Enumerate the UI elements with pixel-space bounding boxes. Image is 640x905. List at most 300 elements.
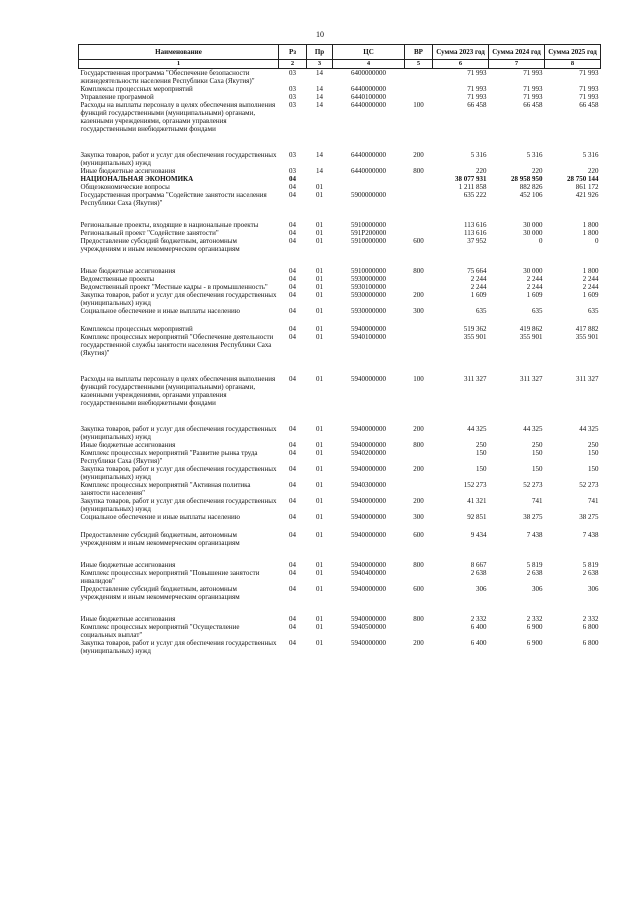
header-vr: ВР: [405, 45, 433, 60]
cell-sum-2023: 44 325: [467, 425, 487, 433]
cell-sum-2025: 417 882: [575, 325, 599, 333]
cell-rz: 04: [289, 175, 296, 183]
cell-vr: 100: [413, 375, 424, 383]
cell-name: Расходы на выплаты персоналу в целях обеспечения выполнения функций государственными (муниципальными) органами, казенными учреждениями, органами управления государственными внебюджетными фондами: [80, 101, 276, 133]
cell-cs: 5940000000: [351, 639, 386, 647]
table-row: [79, 101, 601, 151]
table-row: [79, 151, 601, 167]
cell-sum-2024: 355 901: [519, 333, 543, 341]
cell-vr: [405, 275, 433, 283]
cell-cs: 6440000000: [351, 151, 386, 159]
cell-pr: 01: [316, 283, 323, 291]
cell-sum-2024: 30 000: [523, 267, 543, 275]
header-sum-2024: Сумма 2024 год: [489, 45, 545, 60]
cell-vr: 200: [413, 291, 424, 299]
cell-sum-2024: 2 244: [526, 283, 543, 291]
table-row: [79, 531, 601, 561]
cell-cs: 5940400000: [351, 569, 386, 577]
cell-pr: 01: [316, 221, 323, 229]
cell-sum-2025: 52 273: [579, 481, 599, 489]
cell-sum-2024: 71 993: [523, 93, 543, 101]
cell-sum-2024: 741: [532, 497, 543, 505]
cell-rz: 04: [289, 441, 296, 449]
cell-sum-2025: 66 458: [579, 101, 599, 109]
cell-sum-2025: 6 800: [582, 623, 599, 631]
column-index: 4: [333, 60, 405, 69]
cell-sum-2024: 6 900: [526, 639, 543, 647]
cell-name: Предоставление субсидий бюджетным, автономным учреждениям и иным некоммерческим организациям: [80, 531, 240, 547]
cell-vr: [405, 183, 433, 191]
cell-vr: 600: [413, 237, 424, 245]
cell-sum-2025: 2 638: [582, 569, 599, 577]
table-row: [79, 375, 601, 425]
cell-rz: 03: [289, 101, 296, 109]
cell-name: Комплекс процессных мероприятий "Осуществление социальных выплат": [80, 623, 240, 639]
cell-pr: 14: [316, 69, 323, 77]
cell-sum-2024: 306: [532, 585, 543, 593]
cell-vr: [405, 85, 433, 93]
cell-cs: 5940000000: [351, 465, 386, 473]
cell-sum-2024: 882 826: [519, 183, 543, 191]
cell-sum-2024: 220: [532, 167, 543, 175]
cell-sum-2025: 2 244: [582, 275, 599, 283]
cell-rz: 04: [289, 449, 296, 457]
cell-vr: 800: [413, 561, 424, 569]
cell-pr: 01: [316, 449, 323, 457]
cell-pr: 01: [316, 585, 323, 593]
cell-sum-2023: 306: [476, 585, 487, 593]
cell-sum-2024: 5 819: [526, 561, 543, 569]
cell-rz: 03: [289, 93, 296, 101]
cell-vr: 200: [413, 497, 424, 505]
cell-name: Комплексы процессных мероприятий: [80, 325, 193, 333]
cell-sum-2023: 41 321: [467, 497, 487, 505]
table-row: [79, 283, 601, 291]
cell-cs: 5940200000: [351, 449, 386, 457]
cell-cs: 5930100000: [351, 283, 386, 291]
cell-sum-2023: 2 332: [470, 615, 487, 623]
cell-name: Предоставление субсидий бюджетным, автономным учреждениям и иным некоммерческим организациям: [80, 585, 240, 601]
cell-sum-2023: 250: [476, 441, 487, 449]
table-row: [79, 85, 601, 93]
table-row: [79, 497, 601, 513]
cell-sum-2023: 2 638: [470, 569, 487, 577]
cell-sum-2024: 5 316: [526, 151, 543, 159]
cell-rz: 04: [289, 291, 296, 299]
cell-rz: 04: [289, 623, 296, 631]
header-sum-2025: Сумма 2025 год: [545, 45, 601, 60]
cell-sum-2023: 8 667: [470, 561, 487, 569]
cell-pr: 01: [316, 275, 323, 283]
column-index: 1: [79, 60, 279, 69]
cell-name: Общеэкономические вопросы: [80, 183, 170, 191]
cell-rz: 04: [289, 221, 296, 229]
cell-cs: 5910000000: [351, 221, 386, 229]
cell-rz: 04: [289, 639, 296, 647]
cell-name: Комплекс процессных мероприятий "Обеспечение деятельности государственной службы занятости населения Республики Саха (Якутия)": [80, 333, 274, 357]
cell-sum-2024: 30 000: [523, 221, 543, 229]
cell-name: Закупка товаров, работ и услуг для обеспечения государственных (муниципальных) нужд: [80, 497, 277, 513]
cell-cs: 5940000000: [351, 375, 386, 383]
cell-pr: 01: [316, 623, 323, 631]
cell-vr: 800: [413, 167, 424, 175]
cell-name: Закупка товаров, работ и услуг для обеспечения государственных (муниципальных) нужд: [80, 425, 277, 441]
cell-sum-2025: 421 926: [575, 191, 599, 199]
cell-cs: 6440100000: [351, 93, 386, 101]
table-row: [79, 465, 601, 481]
cell-cs: 5930000000: [351, 275, 386, 283]
cell-name: Региональные проекты, входящие в национальные проекты: [80, 221, 259, 229]
cell-sum-2023: 71 993: [467, 69, 487, 77]
cell-sum-2025: 7 438: [582, 531, 599, 539]
cell-sum-2023: 635: [476, 307, 487, 315]
cell-sum-2025: 306: [588, 585, 599, 593]
cell-vr: 300: [413, 307, 424, 315]
table-row: [79, 569, 601, 585]
cell-sum-2023: 519 362: [463, 325, 487, 333]
cell-pr: 01: [316, 561, 323, 569]
cell-pr: 01: [316, 237, 323, 245]
cell-cs: 5930000000: [351, 307, 386, 315]
cell-name: Комплекс процессных мероприятий "Активная политика занятости населения": [80, 481, 251, 497]
cell-sum-2025: 1 609: [582, 291, 599, 299]
cell-vr: [405, 283, 433, 291]
table-row: [79, 237, 601, 267]
cell-vr: 600: [413, 585, 424, 593]
column-index: 6: [433, 60, 489, 69]
cell-sum-2024: 311 327: [520, 375, 543, 383]
cell-sum-2024: 2 244: [526, 275, 543, 283]
cell-cs: 5940000000: [351, 425, 386, 433]
cell-name: Управление программой: [80, 93, 154, 101]
table-row: [79, 291, 601, 307]
cell-sum-2025: 1 800: [582, 229, 599, 237]
table-row: [79, 623, 601, 639]
cell-sum-2024: 452 106: [519, 191, 543, 199]
cell-pr: 01: [316, 497, 323, 505]
cell-pr: 01: [316, 333, 323, 341]
cell-sum-2025: 741: [588, 497, 599, 505]
cell-pr: 01: [316, 229, 323, 237]
cell-sum-2023: 66 458: [467, 101, 487, 109]
cell-rz: 04: [289, 275, 296, 283]
cell-sum-2024: 419 862: [519, 325, 543, 333]
cell-sum-2023: 6 400: [470, 623, 487, 631]
cell-rz: 04: [289, 569, 296, 577]
cell-cs: 6440000000: [351, 167, 386, 175]
cell-sum-2023: 150: [476, 449, 487, 457]
cell-sum-2023: 92 851: [467, 513, 487, 521]
cell-pr: 01: [316, 191, 323, 199]
cell-sum-2024: 6 900: [526, 623, 543, 631]
cell-sum-2023: 1 211 858: [458, 183, 487, 191]
cell-cs: 5940000000: [351, 497, 386, 505]
cell-rz: 04: [289, 497, 296, 505]
cell-sum-2024: 71 993: [523, 85, 543, 93]
cell-name: НАЦИОНАЛЬНАЯ ЭКОНОМИКА: [80, 175, 194, 183]
cell-cs: 5940000000: [351, 441, 386, 449]
cell-vr: 200: [413, 639, 424, 647]
cell-vr: 600: [413, 531, 424, 539]
cell-pr: 14: [316, 167, 323, 175]
table-row: [79, 191, 601, 221]
cell-sum-2025: 44 325: [579, 425, 599, 433]
cell-rz: 04: [289, 481, 296, 489]
cell-name: Закупка товаров, работ и услуг для обеспечения государственных (муниципальных) нужд: [80, 151, 277, 167]
cell-sum-2023: 2 244: [470, 283, 487, 291]
cell-rz: 04: [289, 283, 296, 291]
cell-vr: [405, 569, 433, 585]
cell-vr: [405, 69, 433, 86]
cell-sum-2023: 113 616: [464, 229, 487, 237]
header-pr: Пр: [307, 45, 333, 60]
cell-rz: 04: [289, 237, 296, 245]
header-cs: ЦС: [333, 45, 405, 60]
cell-sum-2024: 28 958 950: [511, 175, 543, 183]
cell-pr: 14: [316, 85, 323, 93]
cell-sum-2024: 150: [532, 449, 543, 457]
cell-rz: 04: [289, 183, 296, 191]
cell-cs: 6440000000: [351, 101, 386, 109]
cell-pr: 01: [316, 291, 323, 299]
cell-rz: 03: [289, 167, 296, 175]
table-row: [79, 561, 601, 569]
cell-name: Иные бюджетные ассигнования: [80, 167, 176, 175]
cell-sum-2023: 355 901: [463, 333, 487, 341]
cell-sum-2025: 150: [588, 465, 599, 473]
table-row: [79, 585, 601, 615]
cell-rz: 04: [289, 615, 296, 623]
table-row: [79, 615, 601, 623]
table-row: [79, 175, 601, 183]
cell-cs: 5940000000: [351, 325, 386, 333]
cell-pr: 01: [316, 375, 323, 383]
cell-sum-2025: 71 993: [579, 69, 599, 77]
cell-pr: 01: [316, 441, 323, 449]
cell-name: Комплексы процессных мероприятий: [80, 85, 193, 93]
cell-vr: 800: [413, 267, 424, 275]
cell-sum-2023: 37 952: [467, 237, 487, 245]
column-index: 3: [307, 60, 333, 69]
cell-sum-2025: 71 993: [579, 85, 599, 93]
table-row: [79, 183, 601, 191]
cell-sum-2023: 113 616: [464, 221, 487, 229]
cell-sum-2025: 2 332: [582, 615, 599, 623]
cell-sum-2025: 635: [588, 307, 599, 315]
table-row: [79, 69, 601, 86]
cell-sum-2025: 311 327: [576, 375, 599, 383]
cell-sum-2025: 220: [588, 167, 599, 175]
cell-pr: [307, 175, 333, 183]
cell-name: Закупка товаров, работ и услуг для обеспечения государственных (муниципальных) нужд: [80, 639, 277, 655]
cell-vr: 200: [413, 151, 424, 159]
cell-name: Государственная программа "Обеспечение безопасности жизнедеятельности населения Республики Саха (Якутия)": [80, 69, 255, 85]
cell-vr: 300: [413, 513, 424, 521]
cell-sum-2023: 1 609: [470, 291, 487, 299]
cell-name: Иные бюджетные ассигнования: [80, 615, 176, 623]
header-rz: Рз: [279, 45, 307, 60]
cell-vr: [405, 221, 433, 229]
cell-cs: [333, 175, 405, 183]
header-name: Наименование: [79, 45, 279, 60]
cell-pr: 14: [316, 151, 323, 159]
cell-vr: [405, 623, 433, 639]
cell-pr: 01: [316, 183, 323, 191]
cell-sum-2025: 150: [588, 449, 599, 457]
cell-pr: 01: [316, 639, 323, 647]
table-row: [79, 221, 601, 229]
cell-sum-2024: 44 325: [523, 425, 543, 433]
cell-rz: 04: [289, 191, 296, 199]
cell-sum-2023: 150: [476, 465, 487, 473]
cell-sum-2024: 2 332: [526, 615, 543, 623]
cell-sum-2024: 30 000: [523, 229, 543, 237]
cell-sum-2024: 1 609: [526, 291, 543, 299]
cell-pr: 01: [316, 465, 323, 473]
cell-rz: 03: [289, 85, 296, 93]
cell-sum-2024: 66 458: [523, 101, 543, 109]
table-row: [79, 639, 601, 655]
cell-name: Предоставление субсидий бюджетным, автономным учреждениям и иным некоммерческим организациям: [80, 237, 240, 253]
table-row: [79, 93, 601, 101]
cell-sum-2023: 6 400: [470, 639, 487, 647]
cell-rz: 04: [289, 561, 296, 569]
cell-cs: 6440000000: [351, 85, 386, 93]
cell-sum-2025: 1 800: [582, 267, 599, 275]
cell-cs: 6400000000: [351, 69, 386, 77]
cell-sum-2025: 1 800: [582, 221, 599, 229]
cell-name: Ведомственные проекты: [80, 275, 155, 283]
cell-sum-2024: 7 438: [526, 531, 543, 539]
cell-sum-2025: 28 750 144: [567, 175, 599, 183]
cell-sum-2024: 150: [532, 465, 543, 473]
cell-rz: 03: [289, 69, 296, 77]
cell-vr: 800: [413, 615, 424, 623]
cell-cs: 5910000000: [351, 267, 386, 275]
cell-sum-2024: 38 275: [523, 513, 543, 521]
header-sum-2023: Сумма 2023 год: [433, 45, 489, 60]
cell-rz: 04: [289, 513, 296, 521]
cell-vr: [405, 229, 433, 237]
cell-cs: 5940000000: [351, 561, 386, 569]
cell-vr: 800: [413, 441, 424, 449]
cell-pr: 14: [316, 101, 323, 109]
cell-sum-2025: 5 316: [582, 151, 599, 159]
table-row: [79, 441, 601, 449]
cell-pr: 14: [316, 93, 323, 101]
cell-sum-2025: 355 901: [575, 333, 599, 341]
cell-sum-2023: 38 077 931: [455, 175, 487, 183]
table-row: [79, 481, 601, 497]
cell-name: Региональный проект "Содействие занятости": [80, 229, 219, 237]
cell-sum-2024: 250: [532, 441, 543, 449]
cell-name: Иные бюджетные ассигнования: [80, 561, 176, 569]
cell-cs: 5940300000: [351, 481, 386, 489]
cell-vr: [405, 175, 433, 183]
cell-rz: 04: [289, 307, 296, 315]
column-index: 8: [545, 60, 601, 69]
cell-pr: 01: [316, 531, 323, 539]
cell-name: Социальное обеспечение и иные выплаты населению: [80, 513, 240, 521]
cell-pr: 01: [316, 425, 323, 433]
cell-pr: 01: [316, 325, 323, 333]
cell-name: Государственная программа "Содействие занятости населения Республики Саха (Якутия)": [80, 191, 267, 207]
cell-pr: 01: [316, 615, 323, 623]
cell-name: Расходы на выплаты персоналу в целях обеспечения выполнения функций государственными (муниципальными) органами, казенными учреждениями, органами управления государственными внебюджетными фондами: [80, 375, 276, 407]
cell-cs: 5930000000: [351, 291, 386, 299]
cell-name: Закупка товаров, работ и услуг для обеспечения государственных (муниципальных) нужд: [80, 291, 277, 307]
cell-rz: 04: [289, 267, 296, 275]
column-index: 7: [489, 60, 545, 69]
cell-sum-2025: 5 819: [582, 561, 599, 569]
cell-sum-2023: 71 993: [467, 85, 487, 93]
cell-name: Иные бюджетные ассигнования: [80, 441, 176, 449]
cell-vr: 200: [413, 465, 424, 473]
cell-name: Социальное обеспечение и иные выплаты населению: [80, 307, 240, 315]
cell-rz: 04: [289, 531, 296, 539]
cell-vr: [405, 333, 433, 375]
cell-sum-2023: 311 327: [464, 375, 487, 383]
cell-pr: 01: [316, 569, 323, 577]
cell-sum-2024: 52 273: [523, 481, 543, 489]
table-row: [79, 267, 601, 275]
cell-name: Комплекс процессных мероприятий "Повышение занятости инвалидов": [80, 569, 260, 585]
budget-table: [78, 44, 601, 655]
column-index: 2: [279, 60, 307, 69]
table-row: [79, 307, 601, 325]
cell-rz: 04: [289, 229, 296, 237]
cell-sum-2023: 635 222: [463, 191, 487, 199]
cell-sum-2024: 635: [532, 307, 543, 315]
cell-cs: 5940000000: [351, 531, 386, 539]
cell-sum-2023: 220: [476, 167, 487, 175]
cell-cs: 5940000000: [351, 585, 386, 593]
cell-vr: [405, 481, 433, 497]
cell-rz: 04: [289, 425, 296, 433]
table-row: [79, 425, 601, 441]
column-index: 5: [405, 60, 433, 69]
cell-sum-2024: 0: [539, 237, 543, 245]
cell-sum-2025: 2 244: [582, 283, 599, 291]
cell-sum-2025: 71 993: [579, 93, 599, 101]
cell-rz: 04: [289, 375, 296, 383]
cell-sum-2023: 71 993: [467, 93, 487, 101]
cell-rz: 04: [289, 585, 296, 593]
cell-sum-2024: 2 638: [526, 569, 543, 577]
cell-cs: 5940100000: [351, 333, 386, 341]
cell-rz: 04: [289, 333, 296, 341]
cell-vr: [405, 93, 433, 101]
table-row: [79, 229, 601, 237]
cell-pr: 01: [316, 307, 323, 315]
table-row: [79, 449, 601, 465]
cell-name: Ведомственный проект "Местные кадры - в промышленность": [80, 283, 268, 291]
table-row: [79, 167, 601, 175]
cell-name: Комплекс процессных мероприятий "Развитие рынка труда Республики Саха (Якутия)": [80, 449, 258, 465]
cell-cs: 5900000000: [351, 191, 386, 199]
table-header: [79, 45, 601, 69]
cell-sum-2025: 861 172: [575, 183, 599, 191]
cell-cs: 5910000000: [351, 237, 386, 245]
cell-pr: 01: [316, 513, 323, 521]
cell-pr: 01: [316, 481, 323, 489]
cell-sum-2023: 75 664: [467, 267, 487, 275]
table-row: [79, 513, 601, 531]
cell-sum-2023: 2 244: [470, 275, 487, 283]
page-number: 10: [316, 30, 324, 39]
cell-cs: 5940000000: [351, 615, 386, 623]
cell-sum-2025: 38 275: [579, 513, 599, 521]
